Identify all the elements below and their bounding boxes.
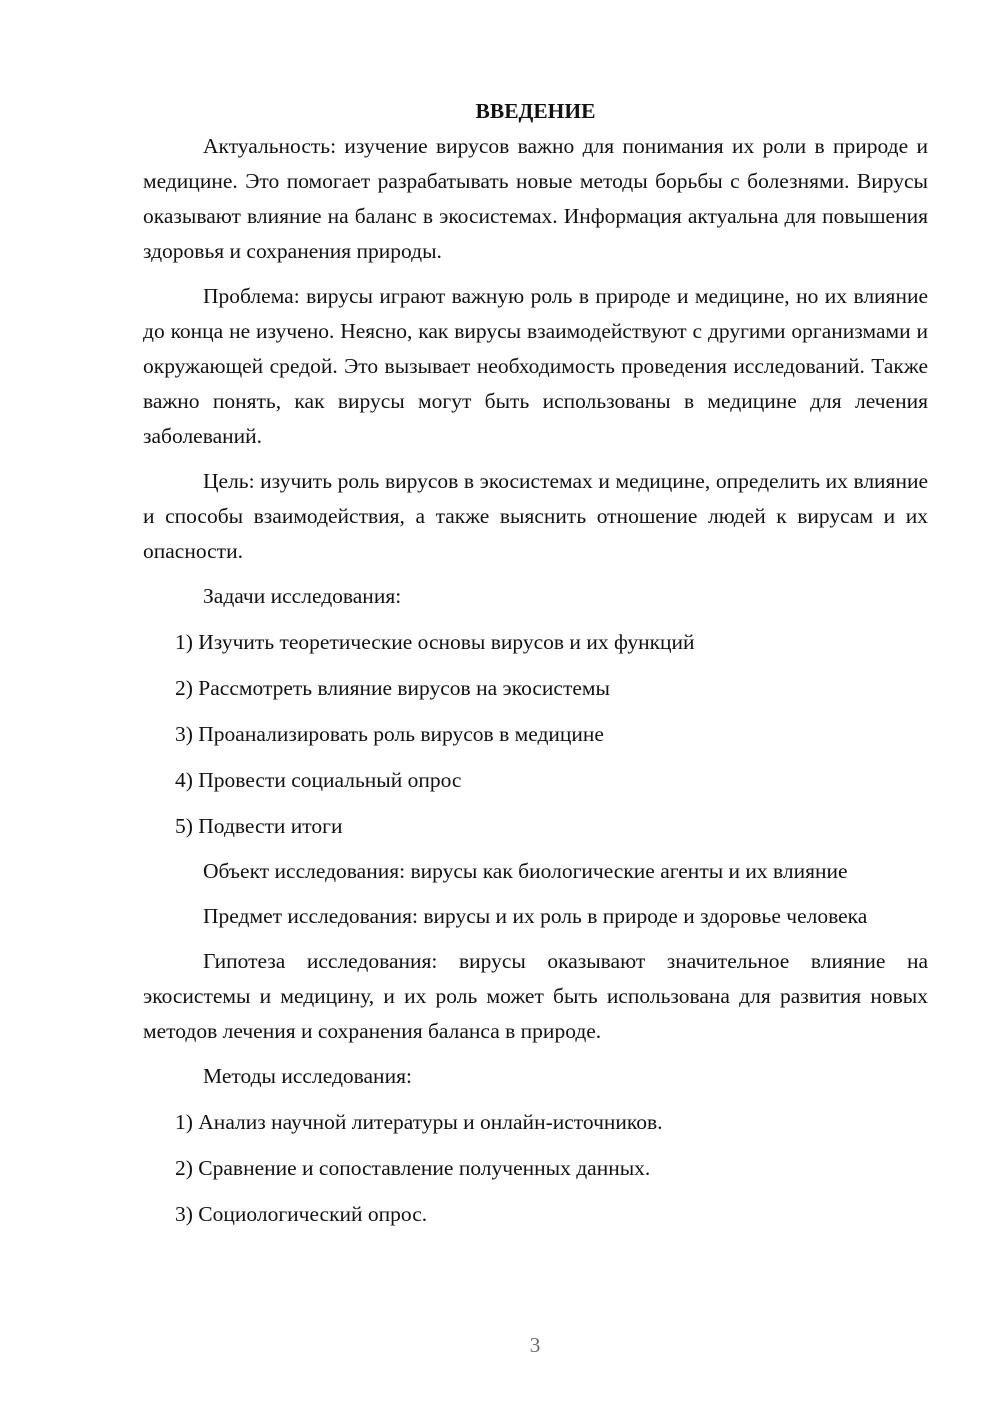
spacer <box>143 844 928 854</box>
spacer <box>143 269 928 279</box>
method-item: 2) Сравнение и сопоставление полученных данных. <box>175 1156 651 1180</box>
task-item: 3) Проанализировать роль вирусов в медицине <box>175 722 604 746</box>
page-number: 3 <box>529 1333 541 1357</box>
task-item: 4) Провести социальный опрос <box>175 768 462 792</box>
method-item: 3) Социологический опрос. <box>175 1202 428 1226</box>
relevance-paragraph: Актуальность: изучение вирусов важно для понимания их роли в природе и медицине. Это помогает разрабатывать новые методы борьбы с болезнями. Вирусы оказывают влияние на баланс в экосистемах. Информация актуальна для повышения здоровья и сохранения природы. <box>143 134 928 263</box>
methods-title: Методы исследования: <box>203 1064 412 1088</box>
subject-paragraph: Предмет исследования: вирусы и их роль в природе и здоровье человека <box>203 904 868 928</box>
problem-paragraph: Проблема: вирусы играют важную роль в природе и медицине, но их влияние до конца не изучено. Неясно, как вирусы взаимодействуют с другими организмами и окружающей средой. Это вызывает необходимость проведения исследований. Также важно понять, как вирусы могут быть использованы в медицине для лечения заболеваний. <box>143 284 928 448</box>
spacer <box>143 454 928 464</box>
spacer <box>143 569 928 579</box>
hypothesis-paragraph: Гипотеза исследования: вирусы оказывают значительное влияние на экосистемы и медицину, и их роль может быть использована для развития новых методов лечения и сохранения баланса в природе. <box>143 949 928 1043</box>
goal-paragraph: Цель: изучить роль вирусов в экосистемах и медицине, определить их влияние и способы взаимодействия, а также выяснить отношение людей к вирусам и их опасности. <box>143 469 928 563</box>
section-heading: ВВЕДЕНИЕ <box>475 99 596 123</box>
page-content <box>143 94 928 1232</box>
object-paragraph: Объект исследования: вирусы как биологические агенты и их влияние <box>203 859 848 883</box>
spacer <box>143 1049 928 1059</box>
task-item: 2) Рассмотреть влияние вирусов на экосистемы <box>175 676 610 700</box>
task-item: 5) Подвести итоги <box>175 814 343 838</box>
spacer <box>143 889 928 899</box>
method-item: 1) Анализ научной литературы и онлайн-источников. <box>175 1110 663 1134</box>
task-item: 1) Изучить теоретические основы вирусов и их функций <box>175 630 695 654</box>
spacer <box>143 934 928 944</box>
tasks-title: Задачи исследования: <box>203 584 402 608</box>
